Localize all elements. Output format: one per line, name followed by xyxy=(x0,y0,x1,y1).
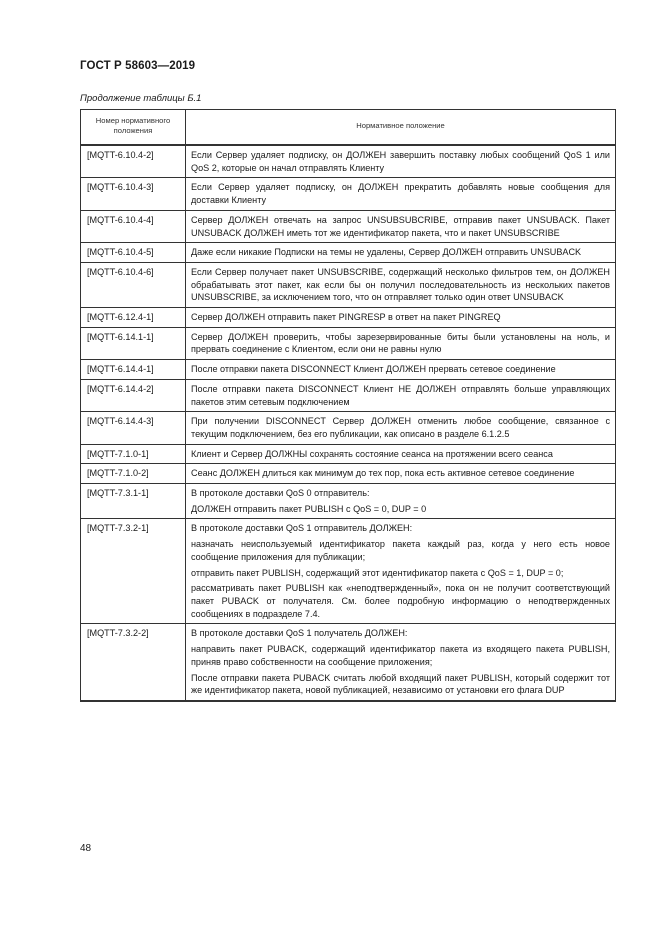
requirement-paragraph: В протоколе доставки QoS 1 получатель ДОЛЖЕН: xyxy=(191,628,408,639)
requirement-id: [MQTT-6.14.1-1] xyxy=(81,327,186,359)
requirement-id: [MQTT-6.10.4-2] xyxy=(81,145,186,178)
table-row xyxy=(81,243,616,263)
requirement-paragraph: Если Сервер удаляет подписку, он ДОЛЖЕН завершить поставку любых сообщений QoS 1 или QoS 2, которые он начал отправлять Клиенту xyxy=(191,150,610,173)
table-row xyxy=(81,624,616,701)
requirement-id: [MQTT-7.1.0-1] xyxy=(81,444,186,464)
requirement-paragraph: Даже если никакие Подписки на темы не удалены, Сервер ДОЛЖЕН отправить UNSUBACK xyxy=(191,247,582,258)
requirement-id: [MQTT-6.10.4-4] xyxy=(81,210,186,242)
requirement-paragraph: направить пакет PUBACK, содержащий идентификатор пакета из входящего пакета PUBLISH, приняв право собственности на сообщение приложения; xyxy=(191,644,610,667)
requirement-text xyxy=(186,444,616,464)
requirement-paragraph: В протоколе доставки QoS 0 отправитель: xyxy=(191,488,370,499)
requirement-text xyxy=(186,624,616,701)
table-row xyxy=(81,360,616,380)
requirement-paragraph: После отправки пакета DISCONNECT Клиент ДОЛЖЕН прервать сетевое соединение xyxy=(191,364,556,375)
requirement-text xyxy=(186,379,616,411)
table-row xyxy=(81,178,616,210)
table-caption: Продолжение таблицы Б.1 xyxy=(80,93,202,104)
column-header-text: Нормативное положение xyxy=(186,110,616,146)
requirement-paragraph: Клиент и Сервер ДОЛЖНЫ сохранять состояние сеанса на протяжении всего сеанса xyxy=(191,448,553,459)
requirement-paragraph: Сервер ДОЛЖЕН проверить, чтобы зарезервированные биты были установлены на ноль, и прервать соединение с Клиентом, если они не равны нулю xyxy=(191,331,610,355)
requirement-paragraph: Сеанс ДОЛЖЕН длиться как минимум до тех пор, пока есть активное сетевое соединение xyxy=(191,468,575,479)
table-row xyxy=(81,308,616,328)
requirement-text xyxy=(186,243,616,263)
table-row xyxy=(81,327,616,359)
requirement-id: [MQTT-7.3.1-1] xyxy=(81,484,186,519)
requirement-paragraph: Сервер ДОЛЖЕН отправить пакет PINGRESP в ответ на пакет PINGREQ xyxy=(191,312,501,323)
requirements-table xyxy=(80,109,616,702)
requirement-text xyxy=(186,327,616,359)
requirement-id: [MQTT-7.1.0-2] xyxy=(81,464,186,484)
requirement-paragraph: Сервер ДОЛЖЕН отвечать на запрос UNSUBSUBCRIBE, отправив пакет UNSUBACK. Пакет UNSUBACK ДОЛЖЕН иметь тот же идентификатор пакета, что и пакет UNSUBSCRIBE xyxy=(191,214,610,238)
table-row xyxy=(81,519,616,624)
requirement-paragraph: рассматривать пакет PUBLISH как «неподтвержденный», пока он не получит соответствующий пакет PUBACK от получателя. См. более подробную информацию о неподтвержденных сообщениях в подразделе 7.4. xyxy=(191,583,610,619)
requirement-paragraph: После отправки пакета DISCONNECT Клиент НЕ ДОЛЖЕН отправлять больше управляющих пакетов этим сетевым подключением xyxy=(191,383,610,407)
requirement-paragraph: При получении DISCONNECT Сервер ДОЛЖЕН отменить любое сообщение, связанное с текущим подключением, без его публикации, как описано в разделе 6.1.2.5 xyxy=(191,416,610,439)
requirement-id: [MQTT-6.12.4-1] xyxy=(81,308,186,328)
requirement-paragraph: Если Сервер удаляет подписку, он ДОЛЖЕН прекратить добавлять новые сообщения для доставки Клиенту xyxy=(191,182,610,206)
table-row xyxy=(81,444,616,464)
table-row xyxy=(81,262,616,307)
requirement-text xyxy=(186,464,616,484)
requirement-id: [MQTT-6.14.4-1] xyxy=(81,360,186,380)
requirement-paragraph: отправить пакет PUBLISH, содержащий этот идентификатор пакета с QoS = 1, DUP = 0; xyxy=(191,567,564,578)
requirement-text xyxy=(186,519,616,624)
requirement-id: [MQTT-6.10.4-3] xyxy=(81,178,186,210)
requirement-id: [MQTT-6.14.4-2] xyxy=(81,379,186,411)
requirement-paragraph: В протоколе доставки QoS 1 отправитель ДОЛЖЕН: xyxy=(191,523,413,534)
requirement-id: [MQTT-7.3.2-2] xyxy=(81,624,186,701)
requirement-paragraph: назначать неиспользуемый идентификатор пакета каждый раз, когда у него есть новое сообщение приложения для публикации; xyxy=(191,539,610,562)
standard-header: ГОСТ Р 58603—2019 xyxy=(80,60,196,72)
requirement-text xyxy=(186,484,616,519)
requirement-id: [MQTT-6.10.4-5] xyxy=(81,243,186,263)
requirement-id: [MQTT-6.10.4-6] xyxy=(81,262,186,307)
requirement-text xyxy=(186,412,616,444)
table-row xyxy=(81,412,616,444)
table-body xyxy=(81,145,616,701)
requirement-text xyxy=(186,210,616,242)
requirement-id: [MQTT-6.14.4-3] xyxy=(81,412,186,444)
requirement-id: [MQTT-7.3.2-1] xyxy=(81,519,186,624)
table-row xyxy=(81,210,616,242)
requirement-text xyxy=(186,262,616,307)
table-row xyxy=(81,379,616,411)
requirement-paragraph: Если Сервер получает пакет UNSUBSCRIBE, содержащий несколько фильтров тем, он ДОЛЖЕН обрабатывать этот пакет, как если бы он получил последовательность из нескольких пакетов UNSUBSCRIBE, за исключением того, что он отправляет только один ответ UNSUBACK xyxy=(191,266,610,303)
requirement-paragraph: После отправки пакета PUBACK считать любой входящий пакет PUBLISH, который содержит тот же идентификатор пакета, новой публикацией, независимо от установки его флага DUP xyxy=(191,672,610,696)
table-header-row xyxy=(81,110,616,146)
requirement-text xyxy=(186,308,616,328)
table-row xyxy=(81,484,616,519)
requirement-paragraph: ДОЛЖЕН отправить пакет PUBLISH с QoS = 0, DUP = 0 xyxy=(191,503,427,514)
requirement-text xyxy=(186,360,616,380)
page-number: 48 xyxy=(80,843,92,854)
table-row xyxy=(81,464,616,484)
table-row xyxy=(81,145,616,178)
requirement-text xyxy=(186,178,616,210)
requirement-text xyxy=(186,145,616,178)
column-header-id: Номер нормативного положения xyxy=(81,110,186,146)
